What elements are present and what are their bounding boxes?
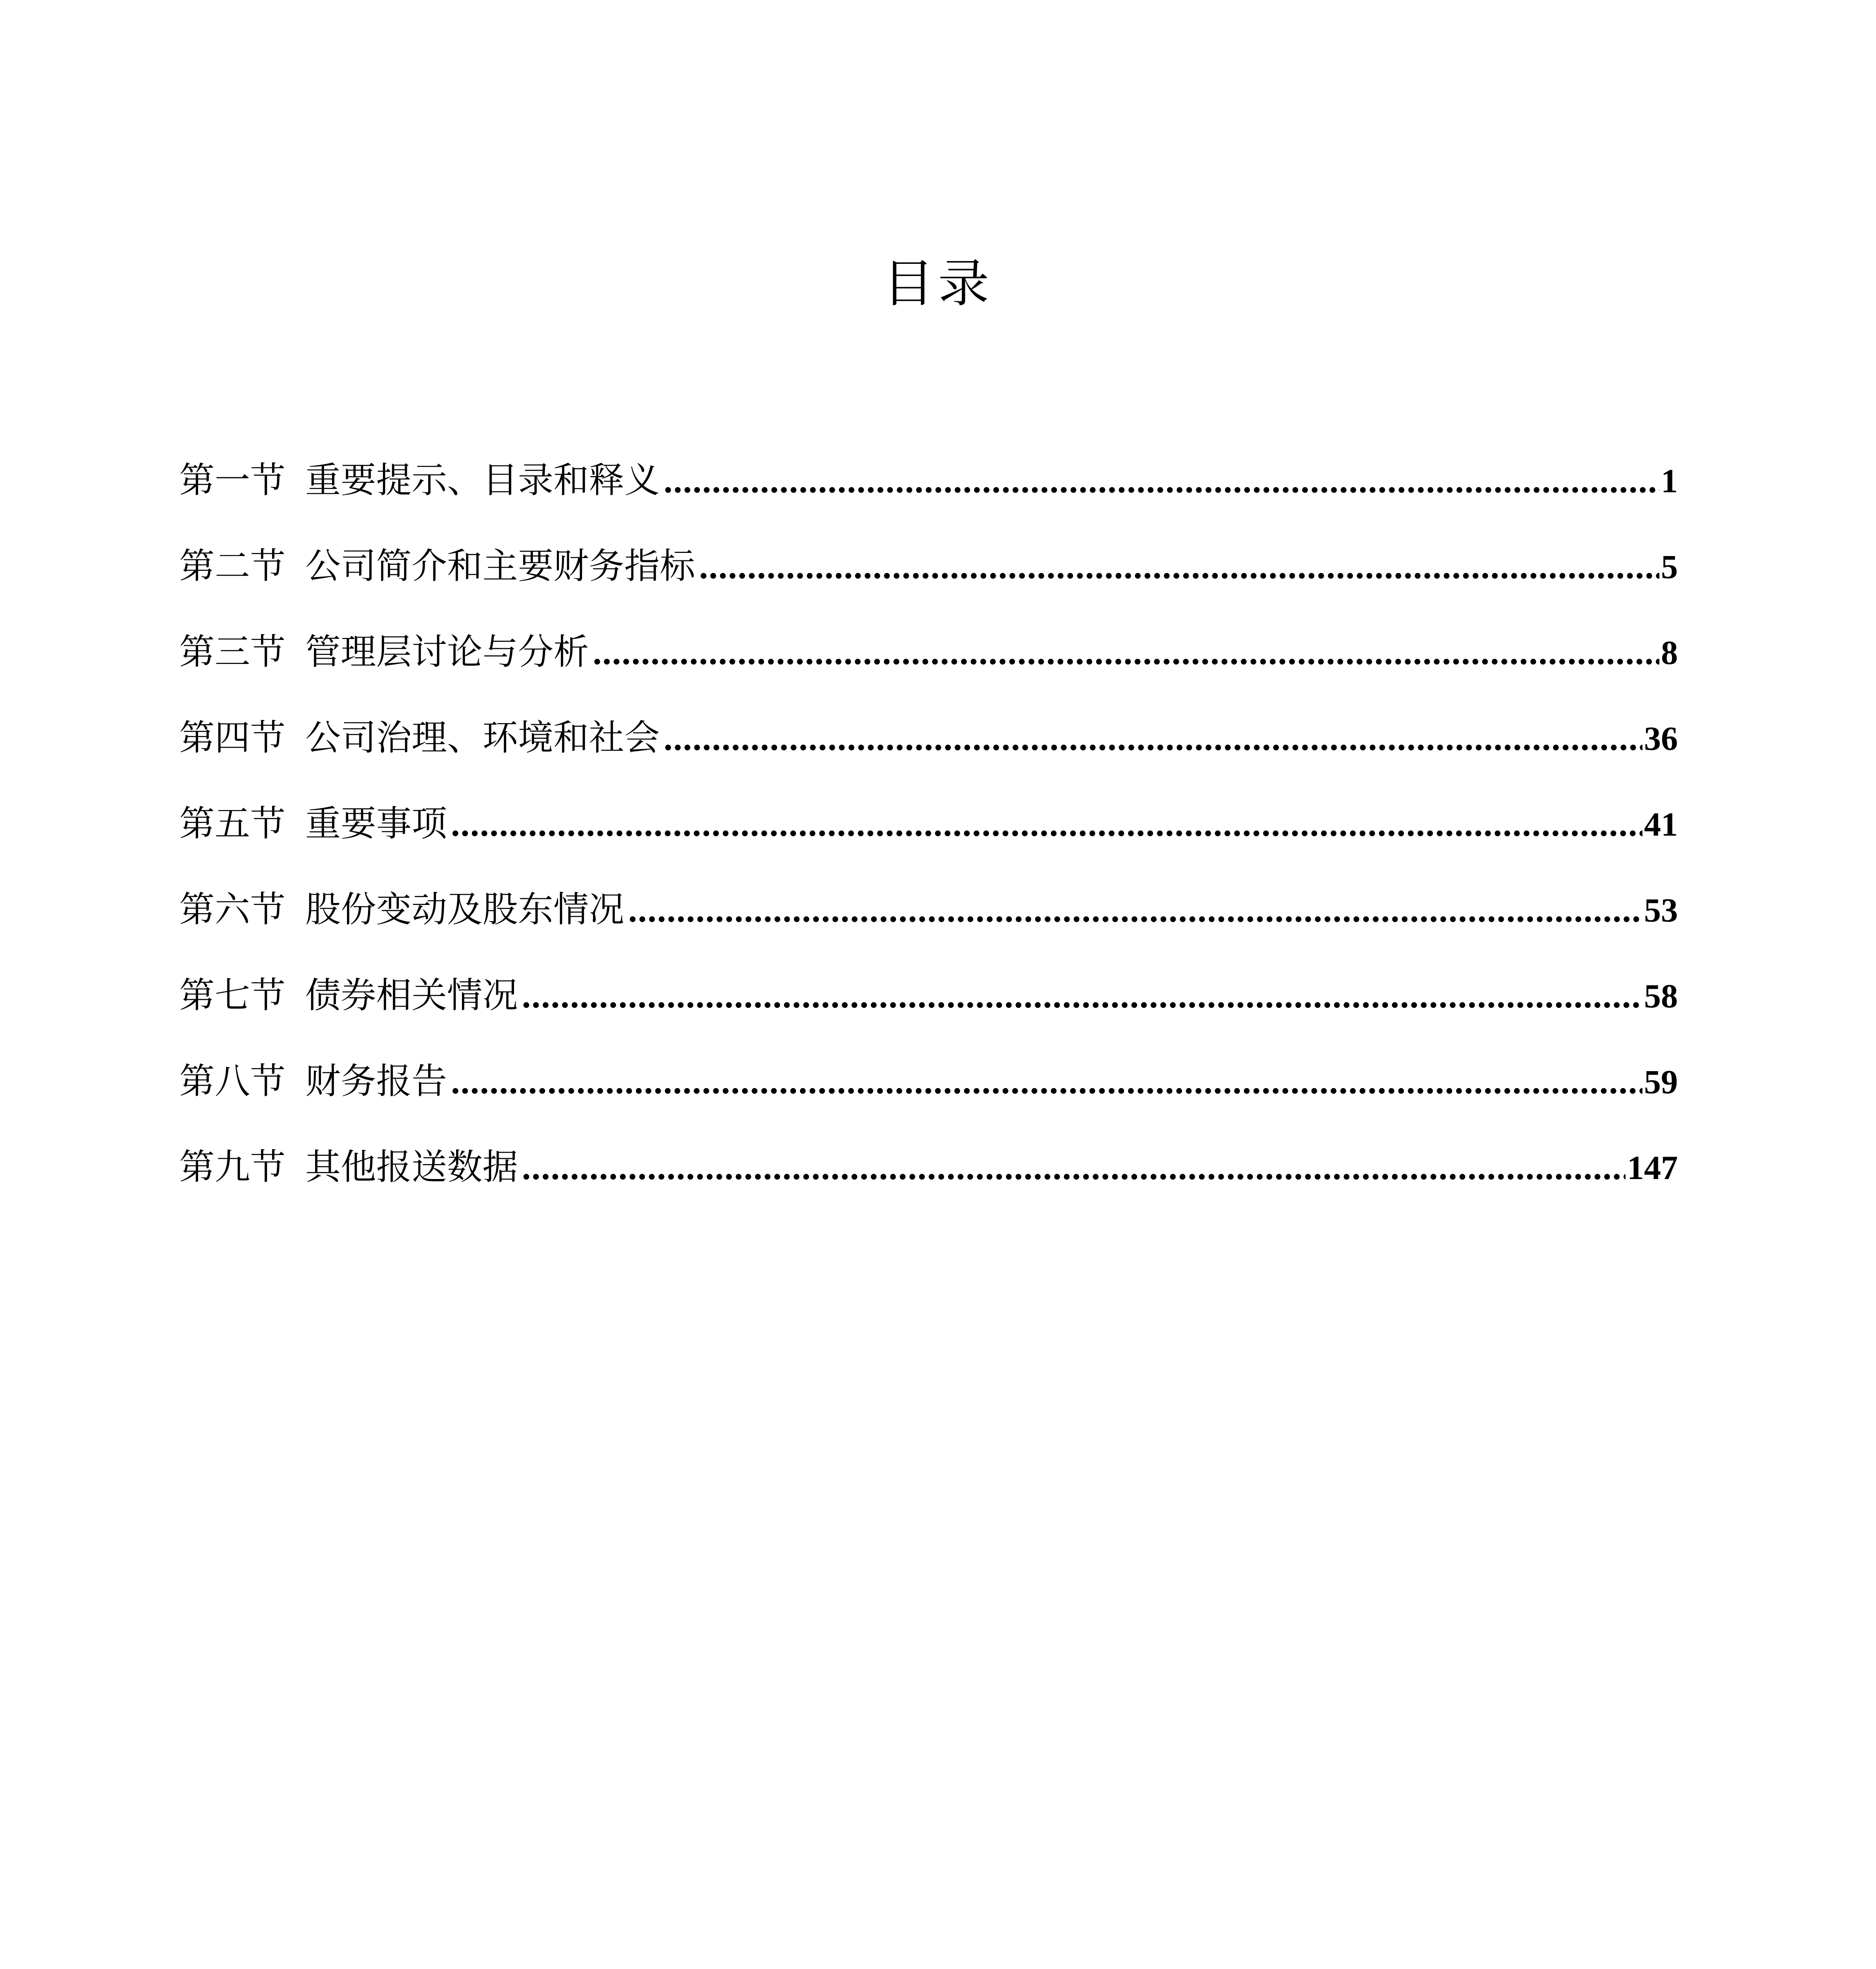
toc-dot-leader	[451, 801, 1642, 848]
toc-entry[interactable]	[179, 457, 1678, 543]
toc-page-number: 1	[1661, 462, 1678, 500]
toc-entry[interactable]	[179, 1144, 1678, 1229]
toc-dot-leader	[664, 715, 1642, 762]
toc-dot-leader	[699, 543, 1659, 590]
table-of-contents	[179, 457, 1678, 1229]
toc-dot-leader	[593, 629, 1659, 676]
toc-dot-leader	[628, 886, 1642, 934]
toc-page-number: 53	[1644, 891, 1678, 929]
toc-dot-leader	[451, 1058, 1642, 1105]
toc-entry[interactable]	[179, 972, 1678, 1058]
toc-section-title: 公司治理、环境和社会	[305, 717, 660, 758]
toc-dot-leader	[522, 972, 1642, 1020]
toc-section-number: 第七节	[179, 975, 286, 1016]
toc-section-title: 重要事项	[305, 803, 447, 844]
toc-entry[interactable]	[179, 714, 1678, 800]
toc-section-title: 公司简介和主要财务指标	[305, 545, 695, 587]
toc-dot-leader	[664, 457, 1659, 504]
toc-section-title: 债券相关情况	[305, 975, 518, 1016]
toc-section-title: 其他报送数据	[305, 1146, 518, 1188]
toc-section-number: 第五节	[179, 803, 286, 844]
toc-section-number: 第八节	[179, 1061, 286, 1102]
toc-page-number: 59	[1644, 1063, 1678, 1101]
toc-entry[interactable]	[179, 543, 1678, 629]
toc-section-number: 第六节	[179, 889, 286, 930]
toc-section-title: 管理层讨论与分析	[305, 631, 589, 673]
toc-entry[interactable]	[179, 629, 1678, 714]
toc-section-number: 第二节	[179, 545, 286, 587]
toc-page-number: 5	[1661, 548, 1678, 586]
toc-section-title: 财务报告	[305, 1061, 447, 1102]
toc-page-number: 147	[1627, 1149, 1678, 1187]
toc-page-number: 8	[1661, 634, 1678, 671]
toc-dot-leader	[522, 1144, 1625, 1191]
toc-entry[interactable]	[179, 1058, 1678, 1144]
toc-page-number: 41	[1644, 805, 1678, 843]
toc-section-number: 第三节	[179, 631, 286, 673]
toc-entry[interactable]	[179, 886, 1678, 972]
toc-section-title: 重要提示、目录和释义	[305, 460, 660, 501]
toc-page-number: 36	[1644, 719, 1678, 757]
toc-page-number: 58	[1644, 977, 1678, 1015]
toc-section-number: 第九节	[179, 1146, 286, 1188]
toc-section-number: 第一节	[179, 460, 286, 501]
toc-entry[interactable]	[179, 800, 1678, 886]
toc-section-title: 股份变动及股东情况	[305, 889, 624, 930]
toc-section-number: 第四节	[179, 717, 286, 758]
page-title: 目录	[883, 254, 993, 313]
